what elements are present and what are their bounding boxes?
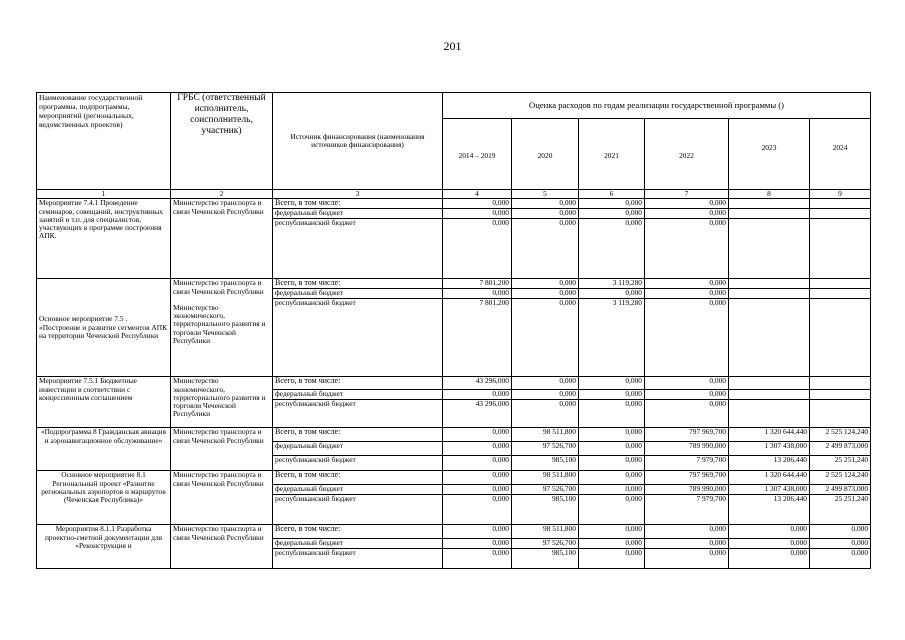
source-cell: федеральный бюджет bbox=[273, 209, 443, 219]
value-cell: 0,000 bbox=[579, 289, 645, 299]
value-cell bbox=[729, 377, 810, 390]
grbs-cell: Министерство транспорта и связи Чеченской Республики bbox=[171, 199, 273, 279]
value-cell: 97 526,700 bbox=[512, 539, 579, 549]
value-cell: 0,000 bbox=[645, 549, 729, 569]
value-cell: 13 206,440 bbox=[729, 456, 810, 471]
table-row bbox=[37, 525, 871, 539]
source-cell: республиканский бюджет bbox=[273, 219, 443, 279]
header-year bbox=[810, 119, 871, 190]
value-cell: 0,000 bbox=[443, 456, 512, 471]
grbs-line: Министерство экономического, территориального развития и торговли Чеченской Республики bbox=[173, 302, 266, 346]
grbs-cell: Министерство экономического, территориального развития и торговли Чеченской Республики bbox=[171, 377, 273, 428]
value-cell: 0,000 bbox=[645, 539, 729, 549]
value-cell: 0,000 bbox=[512, 289, 579, 299]
grbs-cell: Министерство транспорта и связи Чеченской Республики bbox=[171, 428, 273, 471]
value-cell: 985,100 bbox=[512, 456, 579, 471]
value-cell: 1 320 644,440 bbox=[729, 428, 810, 442]
header-year-label: 2023 bbox=[761, 143, 777, 152]
source-cell: республиканский бюджет bbox=[273, 456, 443, 471]
value-cell: 0,000 bbox=[512, 199, 579, 209]
value-cell: 0,000 bbox=[443, 428, 512, 442]
value-cell: 98 511,800 bbox=[512, 428, 579, 442]
value-cell: 797 969,700 bbox=[645, 471, 729, 485]
source-cell: Всего, в том числе: bbox=[273, 199, 443, 209]
grbs-cell: Министерство транспорта и связи Чеченской Республики bbox=[171, 525, 273, 569]
value-cell: 0,000 bbox=[579, 400, 645, 428]
value-cell: 0,000 bbox=[579, 485, 645, 495]
source-cell: федеральный бюджет bbox=[273, 390, 443, 400]
value-cell: 0,000 bbox=[645, 400, 729, 428]
source-cell: республиканский бюджет bbox=[273, 495, 443, 525]
header-year: 2014 – 2019 bbox=[443, 119, 512, 190]
value-cell: 0,000 bbox=[443, 289, 512, 299]
value-cell: 0,000 bbox=[810, 549, 871, 569]
value-cell bbox=[729, 289, 810, 299]
column-number: 7 bbox=[645, 190, 729, 199]
value-cell bbox=[729, 299, 810, 377]
value-cell: 43 296,000 bbox=[443, 400, 512, 428]
value-cell: 0,000 bbox=[512, 400, 579, 428]
table-row bbox=[37, 428, 871, 442]
header-year: 2022 bbox=[645, 119, 729, 190]
value-cell bbox=[810, 219, 871, 279]
value-cell: 0,000 bbox=[443, 539, 512, 549]
grbs-line: Министерство транспорта и связи Чеченской Республики bbox=[173, 278, 264, 296]
header-expenses-group: Оценка расходов по годам реализации государственной программы () bbox=[443, 93, 871, 119]
value-cell: 985,100 bbox=[512, 495, 579, 525]
page-number: 201 bbox=[443, 39, 462, 53]
header-year: 2021 bbox=[579, 119, 645, 190]
value-cell: 0,000 bbox=[579, 442, 645, 456]
table-row bbox=[37, 377, 871, 390]
value-cell: 25 251,240 bbox=[810, 495, 871, 525]
value-cell: 43 296,000 bbox=[443, 377, 512, 390]
value-cell: 2 499 873,000 bbox=[810, 485, 871, 495]
value-cell: 0,000 bbox=[645, 299, 729, 377]
value-cell: 7 801,200 bbox=[443, 299, 512, 377]
column-number: 2 bbox=[171, 190, 273, 199]
activity-name: Мероприятия 8.1.1 Разработка проектно-сметной документации для «Реконструкция и bbox=[37, 525, 171, 569]
value-cell: 0,000 bbox=[579, 549, 645, 569]
value-cell: 0,000 bbox=[579, 199, 645, 209]
value-cell: 0,000 bbox=[579, 209, 645, 219]
header-source-column: Источник финансирования (наименования источников финансирования) bbox=[273, 93, 443, 190]
activity-name: Основное мероприятие 7.5 . «Построение и развитие сегментов АПК на территории Чеченской Республики bbox=[37, 279, 171, 377]
budget-table bbox=[36, 92, 871, 569]
source-cell: Всего, в том числе: bbox=[273, 525, 443, 539]
value-cell: 0,000 bbox=[729, 549, 810, 569]
value-cell bbox=[810, 299, 871, 377]
value-cell bbox=[810, 377, 871, 390]
value-cell: 1 307 438,000 bbox=[729, 442, 810, 456]
source-cell: Всего, в том числе: bbox=[273, 377, 443, 390]
header-grbs-column: ГРБС (ответственный исполнитель, соисполнитель, участник) bbox=[171, 93, 273, 190]
value-cell: 789 990,000 bbox=[645, 442, 729, 456]
value-cell: 0,000 bbox=[729, 539, 810, 549]
value-cell: 0,000 bbox=[443, 485, 512, 495]
value-cell: 0,000 bbox=[512, 299, 579, 377]
value-cell: 0,000 bbox=[645, 199, 729, 209]
value-cell: 0,000 bbox=[645, 279, 729, 289]
value-cell: 0,000 bbox=[443, 390, 512, 400]
value-cell bbox=[729, 219, 810, 279]
column-numbers-row bbox=[37, 190, 871, 199]
value-cell: 0,000 bbox=[443, 209, 512, 219]
source-cell: республиканский бюджет bbox=[273, 400, 443, 428]
value-cell bbox=[729, 390, 810, 400]
value-cell bbox=[729, 199, 810, 209]
value-cell: 0,000 bbox=[579, 390, 645, 400]
activity-name: Мероприятие 7.4.1 Проведение семинаров, совещаний, инструктивных занятий и т.п. для специалистов, участвующих в программе построения АПК. bbox=[37, 199, 171, 279]
column-number: 3 bbox=[273, 190, 443, 199]
value-cell: 0,000 bbox=[443, 219, 512, 279]
header-year-label: 2024 bbox=[832, 143, 848, 152]
value-cell bbox=[810, 390, 871, 400]
source-cell: Всего, в том числе: bbox=[273, 279, 443, 289]
header-year bbox=[729, 119, 810, 190]
column-number: 5 bbox=[512, 190, 579, 199]
table-row bbox=[37, 279, 871, 289]
value-cell: 797 969,700 bbox=[645, 428, 729, 442]
value-cell: 0,000 bbox=[443, 442, 512, 456]
value-cell: 0,000 bbox=[579, 377, 645, 390]
value-cell bbox=[810, 279, 871, 289]
value-cell: 0,000 bbox=[579, 539, 645, 549]
value-cell: 0,000 bbox=[579, 219, 645, 279]
value-cell: 0,000 bbox=[512, 377, 579, 390]
value-cell bbox=[810, 209, 871, 219]
value-cell: 2 499 873,000 bbox=[810, 442, 871, 456]
value-cell: 0,000 bbox=[579, 471, 645, 485]
value-cell: 985,100 bbox=[512, 549, 579, 569]
value-cell: 0,000 bbox=[579, 428, 645, 442]
subprogram-name: «Подпрограмма 8 Гражданская авиация и аэронавигационное обслуживание» bbox=[37, 428, 171, 471]
value-cell: 0,000 bbox=[443, 525, 512, 539]
value-cell: 0,000 bbox=[579, 456, 645, 471]
value-cell: 7 979,700 bbox=[645, 456, 729, 471]
value-cell bbox=[810, 199, 871, 209]
value-cell bbox=[729, 209, 810, 219]
value-cell: 1 307 438,000 bbox=[729, 485, 810, 495]
source-cell: Всего, в том числе: bbox=[273, 471, 443, 485]
value-cell bbox=[810, 289, 871, 299]
source-cell: федеральный бюджет bbox=[273, 289, 443, 299]
column-number: 1 bbox=[37, 190, 171, 199]
value-cell: 0,000 bbox=[512, 390, 579, 400]
value-cell: 3 119,280 bbox=[579, 279, 645, 289]
value-cell: 0,000 bbox=[645, 219, 729, 279]
source-cell: республиканский бюджет bbox=[273, 549, 443, 569]
column-number: 9 bbox=[810, 190, 871, 199]
value-cell: 1 320 644,440 bbox=[729, 471, 810, 485]
activity-name: Мероприятие 7.5.1 Бюджетные инвестиции в соответствии с концессионным соглашением bbox=[37, 377, 171, 428]
value-cell: 0,000 bbox=[579, 525, 645, 539]
value-cell: 3 119,280 bbox=[579, 299, 645, 377]
value-cell: 0,000 bbox=[512, 219, 579, 279]
table-row bbox=[37, 199, 871, 209]
value-cell: 13 206,440 bbox=[729, 495, 810, 525]
value-cell bbox=[729, 279, 810, 289]
value-cell: 0,000 bbox=[810, 525, 871, 539]
value-cell: 0,000 bbox=[579, 495, 645, 525]
value-cell: 7 801,200 bbox=[443, 279, 512, 289]
column-number: 4 bbox=[443, 190, 512, 199]
value-cell: 0,000 bbox=[443, 199, 512, 209]
value-cell: 97 526,700 bbox=[512, 442, 579, 456]
value-cell: 0,000 bbox=[645, 525, 729, 539]
source-cell: федеральный бюджет bbox=[273, 442, 443, 456]
value-cell: 0,000 bbox=[645, 289, 729, 299]
value-cell bbox=[810, 400, 871, 428]
value-cell: 0,000 bbox=[645, 390, 729, 400]
value-cell: 2 525 124,240 bbox=[810, 471, 871, 485]
value-cell: 98 511,800 bbox=[512, 525, 579, 539]
value-cell: 97 526,700 bbox=[512, 485, 579, 495]
source-cell: федеральный бюджет bbox=[273, 539, 443, 549]
header-year: 2020 bbox=[512, 119, 579, 190]
column-number: 8 bbox=[729, 190, 810, 199]
value-cell: 0,000 bbox=[645, 209, 729, 219]
value-cell: 0,000 bbox=[443, 471, 512, 485]
value-cell: 0,000 bbox=[729, 525, 810, 539]
value-cell: 789 990,000 bbox=[645, 485, 729, 495]
value-cell: 0,000 bbox=[443, 549, 512, 569]
source-cell: республиканский бюджет bbox=[273, 299, 443, 377]
source-cell: федеральный бюджет bbox=[273, 485, 443, 495]
value-cell: 0,000 bbox=[512, 279, 579, 289]
grbs-cell: Министерство транспорта и связи Чеченской Республики bbox=[171, 471, 273, 525]
value-cell: 98 511,800 bbox=[512, 471, 579, 485]
activity-name: Основное мероприятие 8.1 Региональный проект «Развитие региональных аэропортов и маршрутов (Чеченская Республика)» bbox=[37, 471, 171, 525]
column-number: 6 bbox=[579, 190, 645, 199]
value-cell: 7 979,700 bbox=[645, 495, 729, 525]
value-cell: 0,000 bbox=[810, 539, 871, 549]
value-cell: 0,000 bbox=[443, 495, 512, 525]
header-name-column: Наименование государственной программы, подпрограммы, мероприятий (региональных, ведомственных проектов) bbox=[37, 93, 171, 190]
value-cell bbox=[729, 400, 810, 428]
value-cell: 0,000 bbox=[512, 209, 579, 219]
value-cell: 25 251,240 bbox=[810, 456, 871, 471]
source-cell: Всего, в том числе: bbox=[273, 428, 443, 442]
table-row bbox=[37, 471, 871, 485]
grbs-cell bbox=[171, 279, 273, 377]
value-cell: 2 525 124,240 bbox=[810, 428, 871, 442]
value-cell: 0,000 bbox=[645, 377, 729, 390]
